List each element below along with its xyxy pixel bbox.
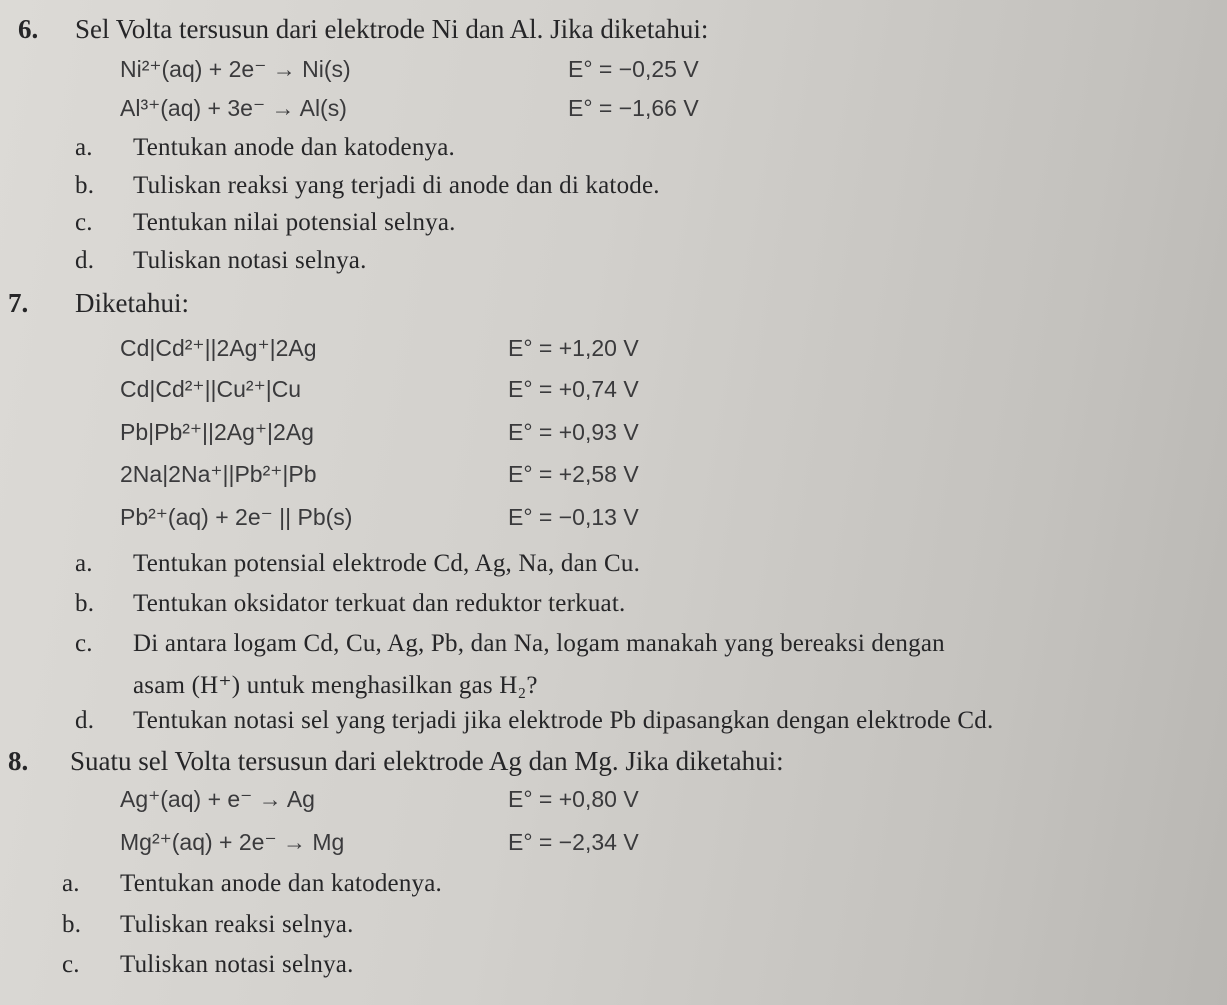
q6-reaction-1: Ni²⁺(aq) + 2e⁻ → Ni(s) [120,56,351,82]
q8-item-a: a. Tentukan anode dan katodenya. [62,870,442,897]
q8-item-c: c. Tuliskan notasi selnya. [62,951,354,978]
q6-reaction-2: Al³⁺(aq) + 3e⁻ → Al(s) [120,95,347,121]
q7-potential-2: E° = +0,74 V [508,376,639,402]
q7-cell-1: Cd|Cd²⁺||2Ag⁺|2Ag [120,335,317,361]
question-7-number: 7. [8,288,29,318]
q7-cell-3: Pb|Pb²⁺||2Ag⁺|2Ag [120,419,314,445]
q7-cell-4: 2Na|2Na⁺||Pb²⁺|Pb [120,461,317,487]
q8-reaction-2: Mg²⁺(aq) + 2e⁻ → Mg [120,829,345,855]
question-8-text: Suatu sel Volta tersusun dari elektrode Ag dan Mg. Jika diketahui: [70,746,784,776]
question-6-text: Sel Volta tersusun dari elektrode Ni dan Al. Jika diketahui: [75,14,709,44]
q7-item-c: c. Di antara logam Cd, Cu, Ag, Pb, dan Na, logam manakah yang bereaksi dengan [75,630,945,657]
question-7-text: Diketahui: [75,288,189,318]
q7-potential-5: E° = −0,13 V [508,504,639,530]
question-6-number: 6. [18,14,39,44]
q8-potential-1: E° = +0,80 V [508,786,639,812]
q7-potential-4: E° = +2,58 V [508,461,639,487]
q7-potential-1: E° = +1,20 V [508,335,639,361]
q6-item-b: b. Tuliskan reaksi yang terjadi di anode dan di katode. [75,172,660,199]
q7-potential-3: E° = +0,93 V [508,419,639,445]
question-8-number: 8. [8,746,29,776]
q6-potential-2: E° = −1,66 V [568,95,699,121]
q7-item-d: d. Tentukan notasi sel yang terjadi jika elektrode Pb dipasangkan dengan elektrode Cd. [75,707,994,734]
q6-potential-1: E° = −0,25 V [568,56,699,82]
q7-item-b: b. Tentukan oksidator terkuat dan reduktor terkuat. [75,590,626,617]
q6-item-a: a. Tentukan anode dan katodenya. [75,134,455,161]
q7-cell-2: Cd|Cd²⁺||Cu²⁺|Cu [120,376,302,402]
q8-potential-2: E° = −2,34 V [508,829,639,855]
q7-cell-5: Pb²⁺(aq) + 2e⁻ || Pb(s) [120,504,353,530]
q6-item-d: d. Tuliskan notasi selnya. [75,247,367,274]
q7-item-c-cont: asam (H⁺) untuk menghasilkan gas H₂? [133,672,538,699]
q7-item-a: a. Tentukan potensial elektrode Cd, Ag, Na, dan Cu. [75,550,641,577]
q6-item-c: c. Tentukan nilai potensial selnya. [75,209,456,236]
q8-reaction-1: Ag⁺(aq) + e⁻ → Ag [120,786,315,812]
q8-item-b: b. Tuliskan reaksi selnya. [62,911,354,938]
